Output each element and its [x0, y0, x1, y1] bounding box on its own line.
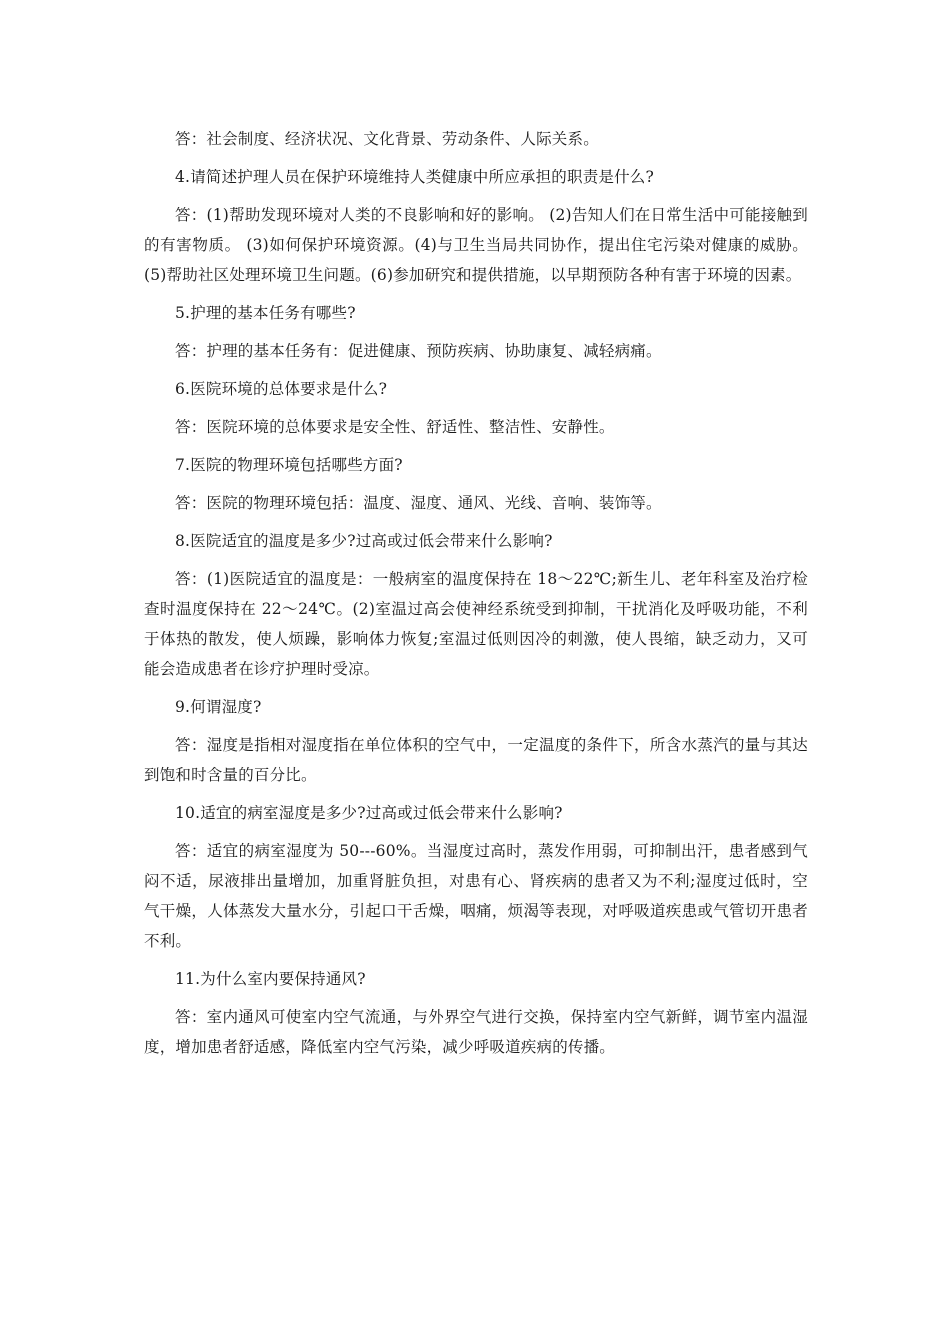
question-paragraph: 7.医院的物理环境包括哪些方面?: [175, 456, 403, 474]
answer-paragraph: 答：适宜的病室湿度为 50---60%。当湿度过高时，蒸发作用弱，可抑制出汗，患者感到气闷不适，尿液排出量增加，加重肾脏负担，对患有心、肾疾病的患者又为不利;湿度过低时，空气干燥，人体蒸发大量水分，引起口干舌燥，咽痛，烦渴等表现，对呼吸道疾患或气管切开患者不利。: [144, 842, 808, 950]
answer-paragraph: 答：湿度是指相对湿度指在单位体积的空气中，一定温度的条件下，所含水蒸汽的量与其达到饱和时含量的百分比。: [144, 736, 808, 784]
question-paragraph: 10.适宜的病室湿度是多少?过高或过低会带来什么影响?: [175, 804, 563, 822]
answer-paragraph: 答：(1)医院适宜的温度是：一般病室的温度保持在 18～22℃;新生儿、老年科室及治疗检查时温度保持在 22～24℃。(2)室温过高会使神经系统受到抑制，干扰消化及呼吸功能，不利于体热的散发，使人烦躁，影响体力恢复;室温过低则因冷的刺激，使人畏缩，缺乏动力，又可能会造成患者在诊疗护理时受凉。: [144, 570, 808, 678]
answer-paragraph: 答：室内通风可使室内空气流通，与外界空气进行交换，保持室内空气新鲜，调节室内温湿度，增加患者舒适感，降低室内空气污染，减少呼吸道疾病的传播。: [144, 1008, 808, 1056]
answer-paragraph: 答：社会制度、经济状况、文化背景、劳动条件、人际关系。: [175, 130, 599, 148]
answer-paragraph: 答：医院的物理环境包括：温度、湿度、通风、光线、音响、装饰等。: [175, 494, 662, 512]
document-page: [144, 124, 808, 1062]
question-paragraph: 8.医院适宜的温度是多少?过高或过低会带来什么影响?: [175, 532, 553, 550]
answer-paragraph: 答：护理的基本任务有：促进健康、预防疾病、协助康复、减轻病痛。: [175, 342, 662, 360]
answer-paragraph: 答：医院环境的总体要求是安全性、舒适性、整洁性、安静性。: [175, 418, 615, 436]
question-paragraph: 6.医院环境的总体要求是什么?: [175, 380, 388, 398]
question-paragraph: 4.请简述护理人员在保护环境维持人类健康中所应承担的职责是什么?: [175, 168, 655, 186]
question-paragraph: 11.为什么室内要保持通风?: [175, 970, 366, 988]
question-paragraph: 5.护理的基本任务有哪些?: [175, 304, 356, 322]
question-paragraph: 9.何谓湿度?: [175, 698, 262, 716]
answer-paragraph: 答：(1)帮助发现环境对人类的不良影响和好的影响。 (2)告知人们在日常生活中可能接触到的有害物质。 (3)如何保护环境资源。(4)与卫生当局共同协作，提出住宅污染对健康的威胁。 (5)帮助社区处理环境卫生问题。(6)参加研究和提供措施，以早期预防各种有害于环境的因素。: [144, 206, 808, 284]
